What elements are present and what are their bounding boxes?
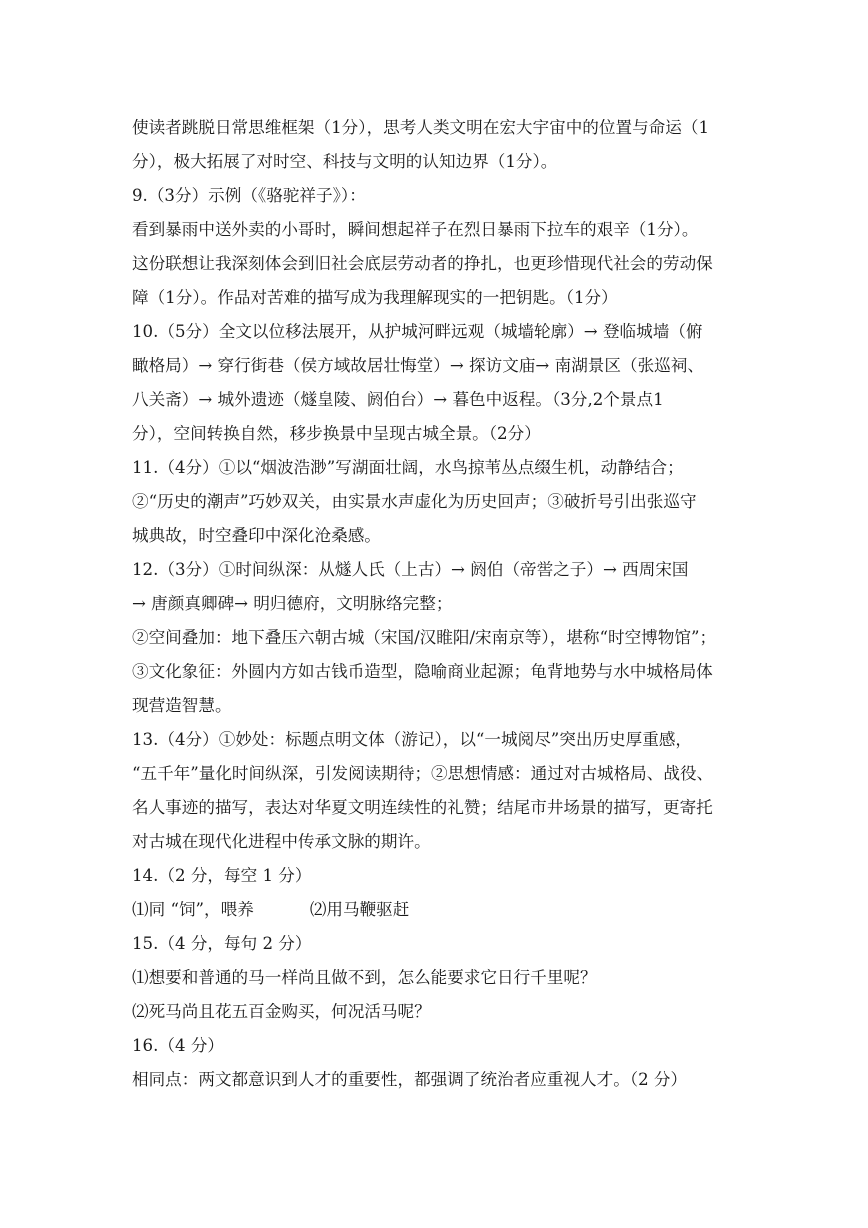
- text-line: ⑵死马尚且花五百金购买，何况活马呢？: [132, 1002, 431, 1021]
- text-line: 障（1分）。作品对苦难的描写成为我理解现实的一把钥匙。（1分）: [132, 288, 618, 307]
- text-line: 看到暴雨中送外卖的小哥时，瞬间想起祥子在烈日暴雨下拉车的艰辛（1分）。: [132, 220, 699, 239]
- text-line: → 唐颜真卿碑→ 明归德府，文明脉络完整；: [132, 594, 453, 613]
- answer-text-block: [132, 111, 788, 1097]
- text-line: ②空间叠加：地下叠压六朝古城（宋国/汉睢阳/宋南京等），堪称“时空博物馆”；: [132, 628, 717, 647]
- question-12-heading: 12.（3分）①时间纵深：从燧人氏（上古）→ 阏伯（帝喾之子）→ 西周宋国: [132, 560, 689, 579]
- question-11-heading: 11.（4分）①以“烟波浩渺”写湖面壮阔，水鸟掠苇丛点缀生机，动静结合；: [132, 458, 684, 477]
- text-line: 分），空间转换自然，移步换景中呈现古城全景。（2分）: [132, 424, 541, 443]
- question-9-heading: 9.（3分）示例（《骆驼祥子》）：: [132, 186, 366, 205]
- q14-answer-1: ⑴同 “饲”，喂养: [132, 900, 254, 919]
- q14-answer-2: ⑵用马鞭驱赶: [309, 900, 410, 919]
- question-14-heading: 14.（2 分，每空 1 分）: [132, 866, 312, 885]
- question-16-heading: 16.（4 分）: [132, 1036, 225, 1055]
- text-line: 现营造智慧。: [132, 696, 232, 715]
- text-line: 分），极大拓展了对时空、科技与文明的认知边界（1分）。: [132, 152, 558, 171]
- question-10-heading: 10.（5分）全文以位移法展开，从护城河畔远观（城墙轮廓）→ 登临城墙（俯: [132, 322, 703, 341]
- question-14-answers: [132, 893, 788, 927]
- text-line: 相同点：两文都意识到人才的重要性，都强调了统治者应重视人才。（2 分）: [132, 1070, 688, 1089]
- text-line: ⑴想要和普通的马一样尚且做不到，怎么能要求它日行千里呢？: [132, 968, 597, 987]
- text-line: 八关斋）→ 城外遗迹（燧皇陵、阏伯台）→ 暮色中返程。（3分,2个景点1: [132, 390, 664, 409]
- text-line: 瞰格局）→ 穿行街巷（侯方域故居壮悔堂）→ 探访文庙→ 南湖景区（张巡祠、: [132, 356, 704, 375]
- text-line: ②“历史的潮声”巧妙双关，由实景水声虚化为历史回声；③破折号引出张巡守: [132, 492, 697, 511]
- text-line: “五千年”量化时间纵深，引发阅读期待；②思想情感：通过对古城格局、战役、: [132, 764, 714, 783]
- text-line: 这份联想让我深刻体会到旧社会底层劳动者的挣扎，也更珍惜现代社会的劳动保: [132, 254, 713, 273]
- text-line: 使读者跳脱日常思维框架（1分），思考人类文明在宏大宇宙中的位置与命运（1: [132, 118, 710, 137]
- text-line: 名人事迹的描写，表达对华夏文明连续性的礼赞；结尾市井场景的描写，更寄托: [132, 798, 713, 817]
- question-13-heading: 13.（4分）①妙处：标题点明文体（游记），以“一城阅尽”突出历史厚重感，: [132, 730, 693, 749]
- question-15-heading: 15.（4 分，每句 2 分）: [132, 934, 312, 953]
- text-line: ③文化象征：外圆内方如古钱币造型，隐喻商业起源；龟背地势与水中城格局体: [132, 662, 713, 681]
- text-line: 城典故，时空叠印中深化沧桑感。: [132, 526, 381, 545]
- text-line: 对古城在现代化进程中传承文脉的期许。: [132, 832, 431, 851]
